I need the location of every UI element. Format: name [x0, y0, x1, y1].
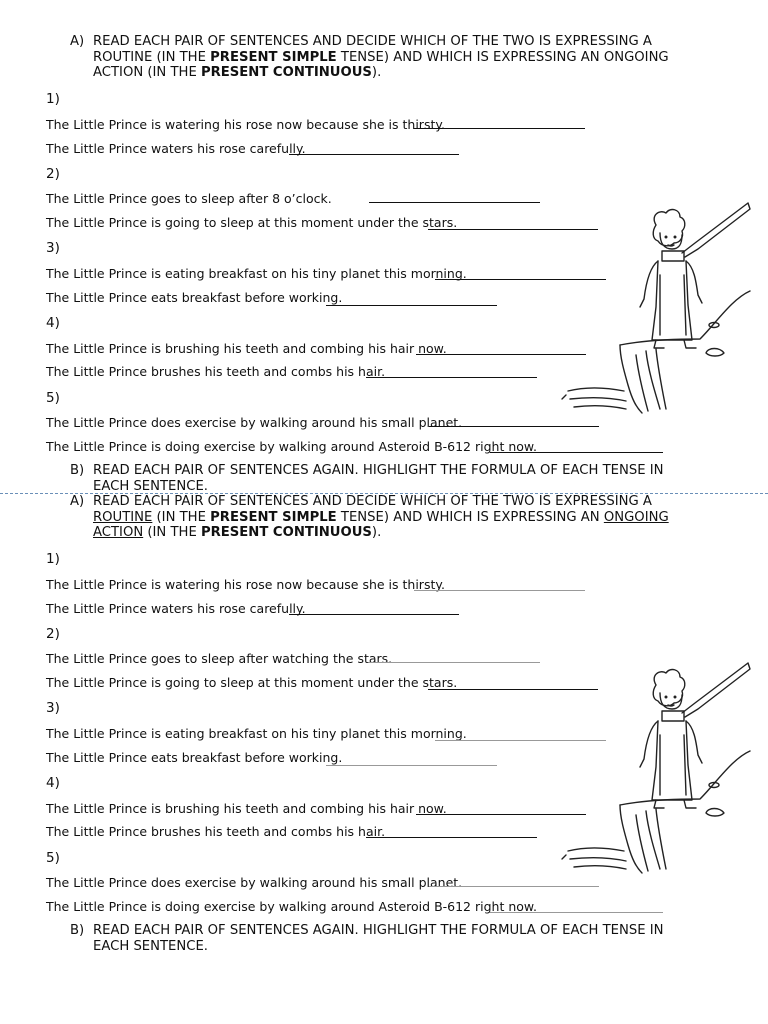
sentence: The Little Prince is going to sleep at this moment under the stars.: [46, 215, 458, 230]
part-a-label: A): [70, 494, 85, 509]
part-a-line: ACTION (IN THE PRESENT CONTINUOUS).: [93, 65, 382, 80]
sentence: The Little Prince is brushing his teeth and combing his hair now.: [46, 801, 447, 816]
part-a-line: READ EACH PAIR OF SENTENCES AND DECIDE WHICH OF THE TWO IS EXPRESSING A: [93, 34, 652, 49]
part-b-line: READ EACH PAIR OF SENTENCES AGAIN. HIGHLIGHT THE FORMULA OF EACH TENSE IN: [93, 923, 664, 938]
part-a-instructions: [70, 34, 720, 81]
little-prince-illustration-icon: [560, 195, 760, 420]
item-number: 3): [46, 700, 60, 716]
part-b-instructions: [70, 923, 720, 954]
sentence: The Little Prince is eating breakfast on his tiny planet this morning.: [46, 266, 467, 281]
sentence: The Little Prince waters his rose carefully.: [46, 141, 306, 156]
item-number: 2): [46, 626, 60, 642]
answer-line[interactable]: [414, 128, 585, 129]
part-b-line: EACH SENTENCE.: [93, 478, 208, 494]
sentence: The Little Prince goes to sleep after 8 o’clock.: [46, 191, 332, 206]
part-b-line: EACH SENTENCE.: [93, 938, 208, 954]
sentence: The Little Prince brushes his teeth and combs his hair.: [46, 824, 386, 839]
item-number: 4): [46, 775, 60, 791]
sentence: The Little Prince is brushing his teeth and combing his hair now.: [46, 341, 447, 356]
item-number: 4): [46, 315, 60, 331]
item-number: 3): [46, 240, 60, 256]
sentence: The Little Prince eats breakfast before working.: [46, 750, 343, 765]
sentence: The Little Prince is doing exercise by walking around Asteroid B-612 right now.: [46, 439, 537, 454]
part-a-line: ROUTINE (IN THE PRESENT SIMPLE TENSE) AND WHICH IS EXPRESSING AN ONGOING: [93, 49, 669, 65]
part-b-label: B): [70, 463, 85, 478]
sentence: The Little Prince does exercise by walking around his small planet.: [46, 415, 463, 430]
answer-line[interactable]: [429, 886, 599, 887]
answer-line[interactable]: [490, 452, 663, 453]
sentence: The Little Prince is eating breakfast on his tiny planet this morning.: [46, 726, 467, 741]
sentence: The Little Prince waters his rose carefully.: [46, 601, 306, 616]
part-b-label: B): [70, 923, 85, 938]
part-a-line: ROUTINE (IN THE PRESENT SIMPLE TENSE) AND WHICH IS EXPRESSING AN ONGOING: [93, 509, 669, 525]
item-number: 1): [46, 551, 60, 567]
sentence: The Little Prince does exercise by walking around his small planet.: [46, 875, 463, 890]
part-a-label: A): [70, 34, 85, 49]
part-b-line: READ EACH PAIR OF SENTENCES AGAIN. HIGHLIGHT THE FORMULA OF EACH TENSE IN: [93, 463, 664, 478]
part-a-line: ACTION (IN THE PRESENT CONTINUOUS).: [93, 525, 382, 540]
sentence: The Little Prince is watering his rose now because she is thirsty.: [46, 117, 445, 132]
part-a-line: READ EACH PAIR OF SENTENCES AND DECIDE WHICH OF THE TWO IS EXPRESSING A: [93, 494, 652, 509]
answer-line[interactable]: [289, 614, 459, 615]
part-a-instructions: [70, 494, 720, 541]
answer-line[interactable]: [429, 426, 599, 427]
answer-line[interactable]: [414, 590, 585, 591]
answer-line[interactable]: [366, 377, 537, 378]
sentence: The Little Prince brushes his teeth and combs his hair.: [46, 364, 386, 379]
item-number: 1): [46, 91, 60, 107]
answer-line[interactable]: [326, 305, 497, 306]
sentence: The Little Prince is doing exercise by walking around Asteroid B-612 right now.: [46, 899, 537, 914]
item-number: 5): [46, 850, 60, 866]
sentence: The Little Prince eats breakfast before working.: [46, 290, 343, 305]
answer-line[interactable]: [366, 837, 537, 838]
answer-line[interactable]: [369, 662, 540, 663]
little-prince-illustration-icon: [560, 655, 760, 880]
answer-line[interactable]: [369, 202, 540, 203]
answer-line[interactable]: [490, 912, 663, 913]
item-number: 5): [46, 390, 60, 406]
item-number: 2): [46, 166, 60, 182]
sentence: The Little Prince is watering his rose now because she is thirsty.: [46, 577, 445, 592]
sentence: The Little Prince is going to sleep at this moment under the stars.: [46, 675, 458, 690]
part-b-instructions: [70, 463, 720, 494]
sentence: The Little Prince goes to sleep after watching the stars.: [46, 651, 393, 666]
answer-line[interactable]: [289, 154, 459, 155]
answer-line[interactable]: [326, 765, 497, 766]
